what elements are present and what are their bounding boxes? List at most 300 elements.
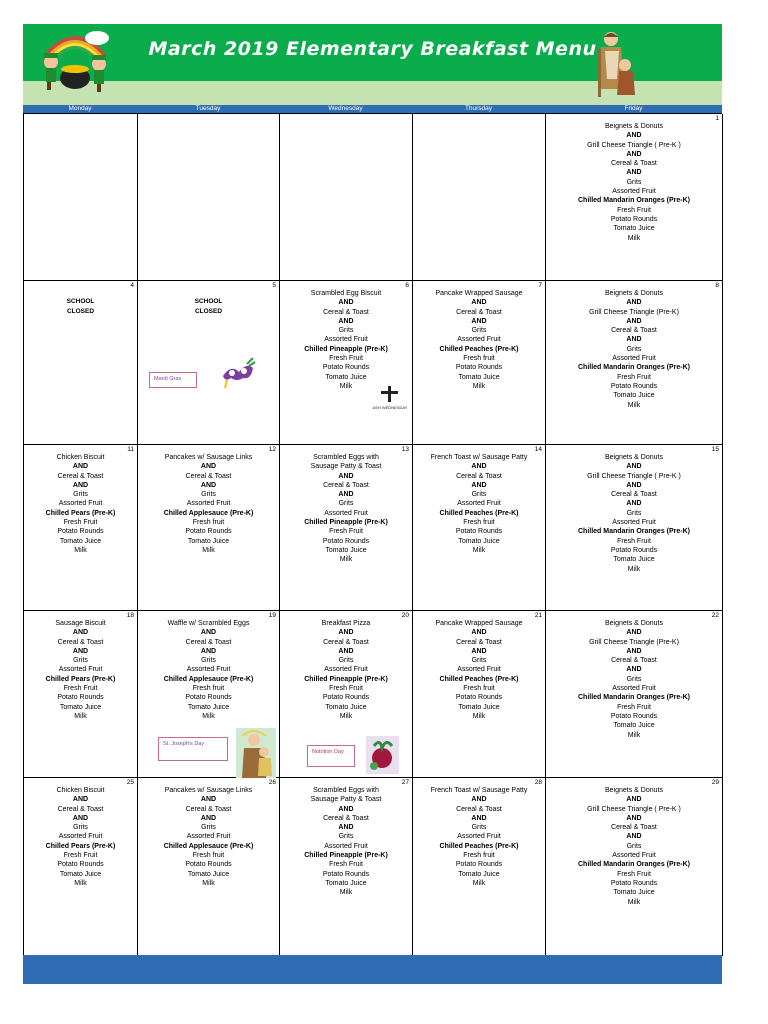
menu-item: Tomato Juice: [325, 546, 367, 554]
mardi-gras-mask-icon: [221, 358, 255, 388]
menu-item-bold: AND: [471, 299, 487, 307]
menu-item: Fresh Fruit: [329, 685, 363, 693]
menu-item: Fresh fruit: [463, 852, 495, 860]
menu-item: Milk: [627, 234, 641, 242]
menu-item: Waffle w/ Scrambled Eggs: [167, 620, 250, 627]
menu-item: Milk: [202, 879, 215, 887]
menu-item: Grits: [471, 657, 487, 665]
menu-item: Scrambled Egg Biscuit: [310, 290, 382, 297]
day-cell: [413, 778, 546, 956]
menu-item: Cereal & Toast: [185, 805, 232, 813]
menu-list: [24, 786, 137, 888]
menu-item: Milk: [627, 565, 641, 573]
menu-list: [280, 786, 412, 898]
menu-item-bold: Chilled Pears (Pre-K): [45, 509, 116, 517]
menu-item: Cereal & Toast: [185, 472, 232, 480]
menu-item: Tomato Juice: [458, 537, 500, 545]
menu-list: [413, 786, 545, 888]
menu-item-bold: AND: [626, 833, 642, 841]
menu-item: Potato Rounds: [185, 694, 232, 702]
menu-item: Pancakes w/ Sausage Links: [164, 787, 253, 794]
menu-list: [24, 453, 137, 555]
day-cell: [24, 445, 138, 611]
menu-item: Fresh Fruit: [63, 852, 98, 860]
menu-item: Cereal & Toast: [456, 472, 502, 480]
menu-item-bold: AND: [200, 629, 217, 637]
menu-item-bold: AND: [72, 481, 89, 489]
menu-item-bold: Chilled Pears (Pre-K): [45, 842, 116, 850]
menu-item: Cereal & Toast: [611, 160, 657, 168]
menu-item: Grits: [338, 657, 354, 665]
menu-item: Assorted Fruit: [58, 833, 103, 841]
menu-list: [138, 619, 279, 721]
menu-item: Cereal & Toast: [185, 638, 232, 646]
menu-item-bold: Chilled Peaches (Pre-K): [439, 842, 519, 850]
menu-item: Fresh fruit: [463, 355, 495, 363]
menu-item-bold: Chilled Pineapple (Pre-K): [304, 675, 388, 683]
menu-item: Grill Cheese Triangle ( Pre-K ): [587, 472, 681, 480]
menu-item-bold: AND: [626, 814, 642, 822]
menu-item: Grits: [626, 675, 642, 683]
menu-item-bold: Chilled Peaches (Pre-K): [439, 509, 519, 517]
menu-item: Potato Rounds: [322, 694, 370, 702]
menu-item: Assorted Fruit: [612, 519, 656, 527]
menu-item: Potato Rounds: [455, 528, 503, 536]
menu-item: Grits: [201, 657, 216, 665]
menu-item: Tomato Juice: [59, 870, 102, 878]
day-number: 4: [130, 282, 134, 289]
menu-item: Fresh fruit: [192, 685, 225, 693]
menu-item: Fresh Fruit: [329, 528, 363, 536]
menu-page: [23, 24, 722, 984]
day-number: 18: [126, 612, 134, 619]
menu-item-bold: AND: [200, 481, 217, 489]
menu-item-bold: Chilled Mandarin Oranges (Pre-K): [577, 364, 691, 372]
menu-list: [138, 453, 279, 555]
menu-item: Milk: [472, 879, 486, 887]
menu-item: Cereal & Toast: [57, 805, 104, 813]
menu-item: Beignets & Donuts: [605, 454, 663, 461]
menu-item: Potato Rounds: [322, 537, 370, 545]
menu-item-bold: AND: [338, 491, 354, 499]
menu-item: Potato Rounds: [322, 870, 370, 878]
menu-item: Pancake Wrapped Sausage: [435, 620, 523, 627]
menu-item: Grits: [471, 327, 487, 335]
menu-item: Chicken Biscuit: [56, 787, 105, 794]
weekday-label: Monday: [68, 105, 92, 112]
menu-item-bold: Chilled Mandarin Oranges (Pre-K): [577, 528, 691, 536]
menu-item: Fresh fruit: [463, 519, 495, 527]
menu-item: Fresh fruit: [192, 519, 225, 527]
menu-item-bold: AND: [626, 647, 642, 655]
day-number: 19: [268, 612, 276, 619]
day-number: 28: [534, 779, 542, 786]
menu-item-bold: AND: [626, 317, 642, 325]
weekday-label: Friday: [624, 105, 643, 112]
menu-item-bold: Chilled Applesauce (Pre-K): [163, 842, 254, 850]
menu-item-bold: Chilled Pears (Pre-K): [45, 675, 116, 683]
menu-item: Potato Rounds: [455, 694, 503, 702]
menu-item: Milk: [74, 712, 87, 720]
day-cell: [138, 114, 280, 281]
menu-item: Beignets & Donuts: [605, 290, 663, 297]
menu-item: Pancake Wrapped Sausage: [435, 290, 523, 297]
day-cell: [413, 445, 546, 611]
menu-item-bold: AND: [338, 629, 354, 637]
menu-item: Tomato Juice: [187, 703, 230, 711]
menu-item: Potato Rounds: [610, 215, 658, 223]
menu-item: Sausage Biscuit: [55, 620, 106, 627]
closed-line: SCHOOL: [66, 298, 95, 305]
menu-item: Potato Rounds: [610, 382, 658, 390]
menu-item: Assorted Fruit: [324, 666, 368, 674]
menu-item-bold: AND: [626, 500, 642, 508]
menu-item-bold: AND: [338, 472, 354, 480]
menu-item: Assorted Fruit: [612, 685, 656, 693]
menu-item: Milk: [339, 889, 353, 897]
day-cell: [546, 114, 723, 281]
menu-item: Milk: [472, 546, 486, 554]
menu-item: Cereal & Toast: [323, 814, 369, 822]
closed-line: CLOSED: [194, 308, 223, 315]
menu-item: Beignets & Donuts: [605, 123, 663, 130]
footer-band: [23, 955, 722, 984]
menu-list: [413, 619, 545, 721]
menu-item: Grits: [201, 824, 216, 832]
menu-item: Assorted Fruit: [324, 336, 368, 344]
st-joseph-icon: [595, 29, 639, 101]
menu-item: Grits: [73, 657, 88, 665]
school-closed-label: [138, 297, 279, 317]
menu-item: Beignets & Donuts: [605, 620, 663, 627]
day-number: 8: [715, 282, 719, 289]
menu-item-bold: AND: [338, 317, 354, 325]
day-number: 1: [715, 115, 719, 122]
menu-item: Tomato Juice: [613, 225, 655, 233]
menu-list: [413, 453, 545, 555]
menu-item: Potato Rounds: [455, 861, 503, 869]
menu-item: Fresh Fruit: [63, 519, 98, 527]
menu-item: Potato Rounds: [322, 364, 370, 372]
school-closed-label: [24, 297, 137, 317]
menu-item: Fresh Fruit: [329, 861, 363, 869]
menu-list: [280, 453, 412, 565]
menu-list: [280, 619, 412, 721]
day-number: 11: [127, 446, 134, 453]
menu-item: Fresh fruit: [192, 852, 225, 860]
menu-item: Cereal & Toast: [323, 638, 369, 646]
day-number: 6: [405, 282, 409, 289]
menu-item: Grits: [626, 842, 642, 850]
event-note: St. Joseph's Day: [158, 737, 228, 761]
menu-item: Cereal & Toast: [57, 472, 104, 480]
menu-item: Potato Rounds: [610, 712, 658, 720]
menu-item: Breakfast Pizza: [321, 620, 371, 627]
day-cell: [24, 281, 138, 445]
menu-item: Assorted Fruit: [324, 509, 368, 517]
menu-item: Milk: [627, 731, 641, 739]
menu-item: Tomato Juice: [613, 556, 655, 564]
menu-item: Cereal & Toast: [611, 327, 657, 335]
st-joseph-picture-icon: [236, 728, 276, 778]
menu-item: Tomato Juice: [325, 879, 367, 887]
menu-item: Assorted Fruit: [457, 666, 501, 674]
menu-item: Potato Rounds: [610, 546, 658, 554]
menu-item: Cereal & Toast: [611, 824, 657, 832]
menu-item: Assorted Fruit: [612, 355, 656, 363]
menu-item: Fresh Fruit: [329, 355, 363, 363]
menu-item-bold: AND: [338, 299, 354, 307]
menu-item: Tomato Juice: [458, 870, 500, 878]
menu-item: Milk: [74, 546, 87, 554]
menu-item-bold: AND: [200, 463, 217, 471]
day-number: 29: [711, 779, 719, 786]
menu-item: Grits: [471, 491, 487, 499]
menu-item: Potato Rounds: [185, 528, 232, 536]
menu-item: Cereal & Toast: [323, 481, 369, 489]
day-number: 14: [534, 446, 542, 453]
day-number: 22: [711, 612, 719, 619]
menu-item: Grits: [73, 491, 88, 499]
day-cell: [413, 281, 546, 445]
day-number: 7: [538, 282, 542, 289]
menu-item: Assorted Fruit: [612, 852, 656, 860]
day-cell: [546, 445, 723, 611]
menu-item-bold: Chilled Mandarin Oranges (Pre-K): [577, 861, 691, 869]
menu-item-bold: AND: [471, 647, 487, 655]
menu-item-bold: AND: [471, 796, 487, 804]
menu-item-bold: AND: [471, 629, 487, 637]
day-number: 25: [126, 779, 134, 786]
day-cell: [138, 778, 280, 956]
menu-item: Milk: [627, 401, 641, 409]
menu-item: Grits: [338, 500, 354, 508]
menu-item-bold: AND: [471, 317, 487, 325]
event-note: Nutrition Day: [307, 745, 355, 767]
menu-item: Grill Cheese Triangle ( Pre-K ): [587, 805, 681, 813]
menu-item: Grill Cheese Triangle (Pre-K): [589, 638, 679, 646]
menu-item-bold: AND: [626, 132, 642, 140]
menu-item: Potato Rounds: [455, 364, 503, 372]
menu-list: [280, 289, 412, 391]
menu-item: Tomato Juice: [613, 722, 655, 730]
menu-item: Fresh Fruit: [617, 870, 651, 878]
menu-item: Assorted Fruit: [324, 842, 368, 850]
day-cell: [24, 611, 138, 778]
vegetables-icon: [366, 736, 399, 774]
menu-item: Assorted Fruit: [457, 833, 501, 841]
menu-item: Tomato Juice: [187, 870, 230, 878]
day-cell: [138, 281, 280, 445]
menu-item: Scrambled Eggs with: [313, 454, 379, 461]
menu-item: Cereal & Toast: [456, 308, 502, 316]
menu-item: Beignets & Donuts: [605, 787, 663, 794]
day-number: 13: [401, 446, 409, 453]
menu-item: French Toast w/ Sausage Patty: [430, 787, 528, 794]
day-cell: [546, 281, 723, 445]
day-number: 26: [268, 779, 276, 786]
svg-text:ASH WEDNESDAY: ASH WEDNESDAY: [372, 405, 408, 410]
menu-item-bold: AND: [72, 796, 89, 804]
day-cell: [280, 281, 413, 445]
menu-item-bold: AND: [471, 463, 487, 471]
menu-item-bold: Chilled Applesauce (Pre-K): [163, 509, 254, 517]
menu-item: Milk: [339, 712, 353, 720]
menu-item: Milk: [74, 879, 87, 887]
menu-item: Potato Rounds: [185, 861, 232, 869]
calendar-grid: [23, 113, 722, 955]
menu-item: Tomato Juice: [458, 703, 500, 711]
menu-item: Tomato Juice: [613, 889, 655, 897]
menu-item-bold: AND: [200, 796, 217, 804]
menu-item: Fresh Fruit: [63, 685, 98, 693]
menu-item: Fresh Fruit: [617, 373, 651, 381]
menu-item-bold: Chilled Pineapple (Pre-K): [304, 852, 388, 860]
day-cell: [138, 445, 280, 611]
menu-item: Cereal & Toast: [57, 638, 104, 646]
menu-item-bold: Chilled Pineapple (Pre-K): [304, 519, 388, 527]
day-cell: [24, 778, 138, 956]
menu-item: Assorted Fruit: [186, 833, 231, 841]
menu-item: Fresh Fruit: [617, 703, 651, 711]
menu-item: Potato Rounds: [57, 694, 104, 702]
menu-list: [546, 122, 722, 243]
menu-item: Sausage Patty & Toast: [310, 463, 382, 471]
menu-item: Tomato Juice: [458, 373, 500, 381]
menu-item: Cereal & Toast: [611, 491, 657, 499]
menu-item: French Toast w/ Sausage Patty: [430, 454, 528, 461]
menu-item: Milk: [202, 546, 215, 554]
menu-item-bold: AND: [626, 481, 642, 489]
menu-item: Potato Rounds: [610, 879, 658, 887]
menu-item-bold: AND: [200, 647, 217, 655]
menu-item: Grits: [626, 509, 642, 517]
closed-line: CLOSED: [66, 308, 95, 315]
menu-list: [546, 786, 722, 907]
menu-item: Cereal & Toast: [456, 805, 502, 813]
menu-list: [413, 289, 545, 391]
day-number: 12: [268, 446, 276, 453]
menu-item-bold: AND: [72, 814, 89, 822]
menu-item: Assorted Fruit: [457, 336, 501, 344]
menu-item: Cereal & Toast: [611, 657, 657, 665]
menu-item: Cereal & Toast: [323, 308, 369, 316]
menu-item: Milk: [472, 382, 486, 390]
menu-item: Tomato Juice: [613, 392, 655, 400]
menu-item: Fresh Fruit: [617, 537, 651, 545]
weekday-header-bar: [23, 105, 722, 113]
day-number: 15: [711, 446, 719, 453]
menu-item: Tomato Juice: [187, 537, 230, 545]
menu-item: Milk: [627, 898, 641, 906]
day-cell: [413, 114, 546, 281]
menu-item: Tomato Juice: [325, 703, 367, 711]
menu-item: Scrambled Eggs with: [313, 787, 379, 794]
menu-item-bold: AND: [200, 814, 217, 822]
event-note: Mardi Gras: [149, 372, 197, 388]
menu-item-bold: AND: [338, 824, 354, 832]
menu-item: Fresh fruit: [463, 685, 495, 693]
menu-item: Milk: [339, 382, 353, 390]
menu-item: Grill Cheese Triangle ( Pre-K ): [587, 141, 681, 149]
menu-item: Assorted Fruit: [186, 500, 231, 508]
menu-item: Grits: [471, 824, 487, 832]
menu-item: Pancakes w/ Sausage Links: [164, 454, 253, 461]
day-number: 20: [401, 612, 409, 619]
menu-item: Assorted Fruit: [457, 500, 501, 508]
menu-item-bold: AND: [338, 805, 354, 813]
menu-item: Assorted Fruit: [58, 500, 103, 508]
menu-item: Assorted Fruit: [58, 666, 103, 674]
menu-item-bold: AND: [471, 814, 487, 822]
menu-item: Milk: [339, 556, 353, 564]
menu-item: Grill Cheese Triangle (Pre-K): [589, 308, 679, 316]
menu-item-bold: Chilled Mandarin Oranges (Pre-K): [577, 197, 691, 205]
menu-item-bold: AND: [626, 463, 642, 471]
menu-item: Potato Rounds: [57, 861, 104, 869]
menu-item-bold: AND: [72, 647, 89, 655]
menu-item: Tomato Juice: [59, 537, 102, 545]
menu-item-bold: AND: [626, 299, 642, 307]
day-number: 27: [401, 779, 409, 786]
menu-item: Grits: [73, 824, 88, 832]
menu-item: Milk: [202, 712, 215, 720]
menu-item: Assorted Fruit: [612, 188, 656, 196]
menu-list: [24, 619, 137, 721]
menu-item: Grits: [626, 345, 642, 353]
menu-list: [546, 619, 722, 740]
menu-item: Potato Rounds: [57, 528, 104, 536]
menu-item: Fresh Fruit: [617, 206, 651, 214]
day-number: 21: [534, 612, 542, 619]
day-cell: [24, 114, 138, 281]
menu-item: Chicken Biscuit: [56, 454, 105, 461]
weekday-label: Thursday: [464, 105, 493, 112]
menu-item: Grits: [626, 178, 642, 186]
day-cell: [280, 778, 413, 956]
menu-item-bold: Chilled Applesauce (Pre-K): [163, 675, 254, 683]
menu-item-bold: AND: [626, 666, 642, 674]
menu-item-bold: AND: [626, 336, 642, 344]
menu-item-bold: Chilled Mandarin Oranges (Pre-K): [577, 694, 691, 702]
menu-item-bold: AND: [338, 647, 354, 655]
closed-line: SCHOOL: [194, 298, 223, 305]
menu-list: [138, 786, 279, 888]
menu-item: Grits: [201, 491, 216, 499]
menu-item-bold: AND: [626, 169, 642, 177]
day-cell: [546, 778, 723, 956]
menu-list: [546, 453, 722, 574]
day-cell: [546, 611, 723, 778]
menu-item-bold: AND: [626, 796, 642, 804]
menu-item-bold: AND: [72, 463, 89, 471]
leprechauns-pot-of-gold-icon: [37, 26, 113, 96]
menu-item-bold: AND: [626, 629, 642, 637]
day-cell: [413, 611, 546, 778]
menu-item: Tomato Juice: [325, 373, 367, 381]
cross-icon: [372, 384, 408, 412]
menu-item: Assorted Fruit: [186, 666, 231, 674]
menu-item-bold: AND: [72, 629, 89, 637]
menu-item-bold: AND: [471, 481, 487, 489]
day-cell: [280, 114, 413, 281]
weekday-label: Wednesday: [328, 105, 363, 112]
menu-item-bold: AND: [626, 150, 642, 158]
menu-item: Sausage Patty & Toast: [310, 796, 382, 804]
day-number: 5: [272, 282, 276, 289]
menu-item: Tomato Juice: [59, 703, 102, 711]
menu-list: [546, 289, 722, 410]
